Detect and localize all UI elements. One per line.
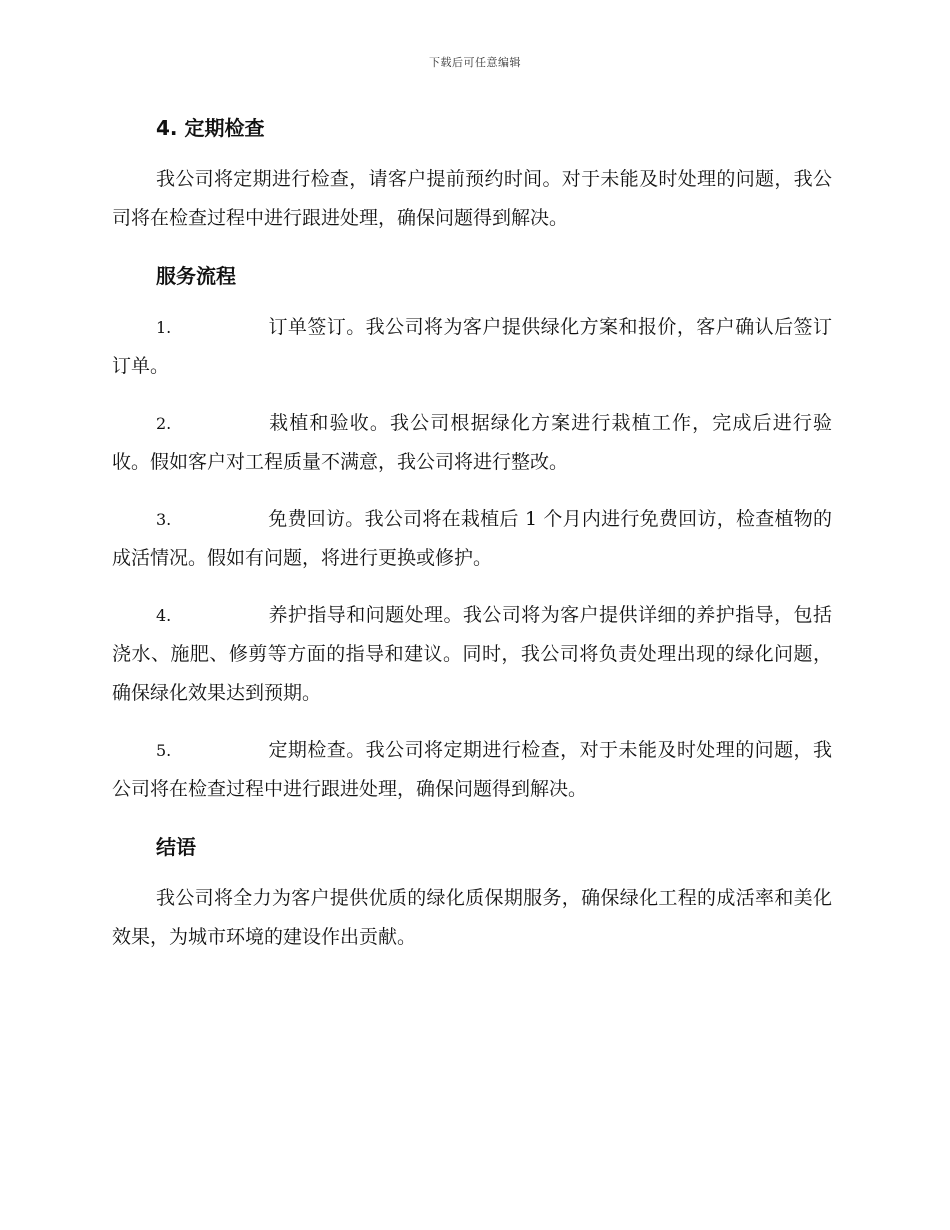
list-item-text: 栽植和验收。我公司根据绿化方案进行栽植工作，完成后进行验收。假如客户对工程质量不满意，我公司将进行整改。	[112, 412, 832, 473]
list-item	[112, 596, 832, 713]
list-item-number: 5.	[156, 741, 172, 760]
section-heading-periodic-inspection: 4. 定期检查	[156, 116, 265, 140]
list-item	[112, 500, 832, 578]
list-item	[112, 308, 832, 386]
list-item	[112, 404, 832, 482]
list-item	[112, 731, 832, 809]
list-item-number: 2.	[156, 414, 172, 433]
section-heading-service-process: 服务流程	[156, 264, 236, 288]
list-item-number: 4.	[156, 606, 172, 625]
document-body	[112, 108, 832, 957]
list-item-number: 1.	[156, 318, 172, 337]
section-heading-conclusion: 结语	[156, 835, 196, 859]
list-item-number: 3.	[156, 510, 172, 529]
section-paragraph-conclusion: 我公司将全力为客户提供优质的绿化质保期服务，确保绿化工程的成活率和美化效果，为城市环境的建设作出贡献。	[112, 887, 832, 948]
section-paragraph-periodic-inspection: 我公司将定期进行检查，请客户提前预约时间。对于未能及时处理的问题，我公司将在检查过程中进行跟进处理，确保问题得到解决。	[112, 168, 832, 229]
list-item-text: 免费回访。我公司将在栽植后 1 个月内进行免费回访，检查植物的成活情况。假如有问题，将进行更换或修护。	[112, 508, 832, 569]
list-item-text: 养护指导和问题处理。我公司将为客户提供详细的养护指导，包括浇水、施肥、修剪等方面的指导和建议。同时，我公司将负责处理出现的绿化问题，确保绿化效果达到预期。	[112, 604, 832, 704]
list-item-text: 定期检查。我公司将定期进行检查，对于未能及时处理的问题，我公司将在检查过程中进行跟进处理，确保问题得到解决。	[112, 739, 832, 800]
header-note: 下载后可任意编辑	[429, 56, 521, 69]
list-item-text: 订单签订。我公司将为客户提供绿化方案和报价，客户确认后签订订单。	[112, 316, 832, 377]
